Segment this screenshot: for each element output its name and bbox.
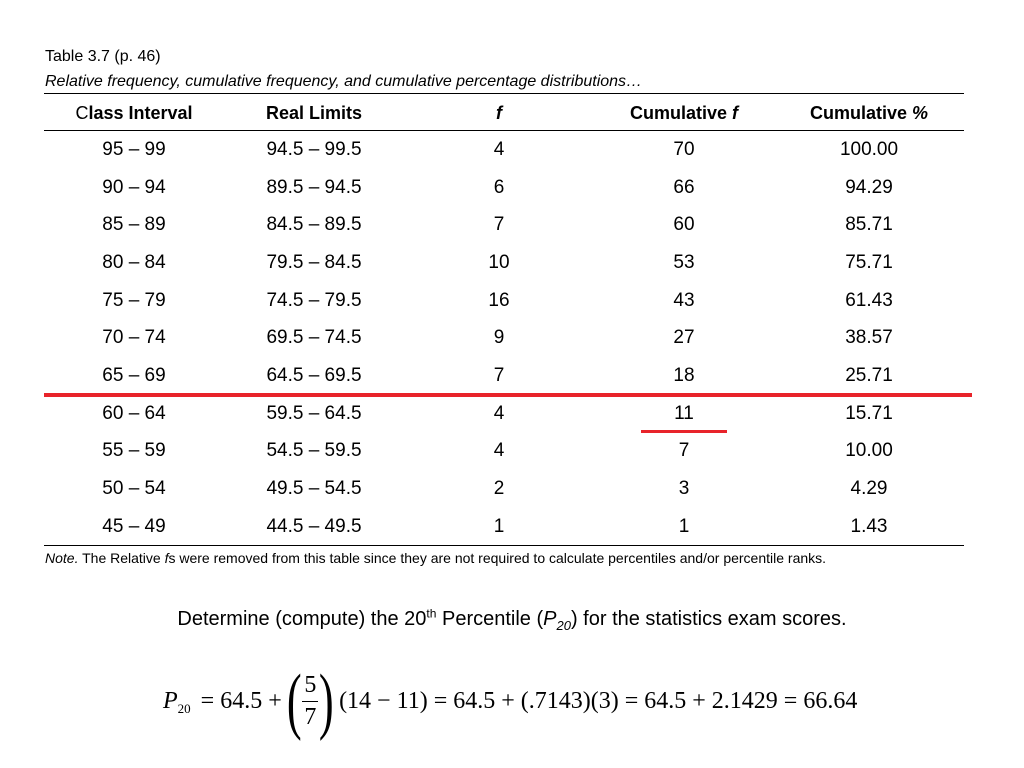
table-row xyxy=(44,319,964,357)
cell-frequency: 4 xyxy=(493,138,505,160)
cell-cumulative-f: 27 xyxy=(673,327,695,349)
cell-class-interval: 60 – 64 xyxy=(102,402,166,424)
cell-class-interval: 75 – 79 xyxy=(102,289,166,311)
table-row xyxy=(44,508,964,546)
table-row xyxy=(44,470,964,508)
cell-class-interval: 70 – 74 xyxy=(102,327,166,349)
header-class-interval: Class Interval xyxy=(75,102,193,123)
cell-frequency: 7 xyxy=(493,364,505,386)
left-paren: ( xyxy=(286,660,302,742)
cell-class-interval: 85 – 89 xyxy=(102,214,166,236)
header-cumulative-percent: Cumulative % xyxy=(809,102,929,123)
cell-frequency: 1 xyxy=(493,515,505,537)
cell-cumulative-f: 66 xyxy=(673,176,695,198)
header-real-limits: Real Limits xyxy=(265,102,363,123)
formula-rhs: (14 − 11) = 64.5 + (.7143)(3) = 64.5 + 2.1429 = 66.64 xyxy=(339,687,858,714)
table-row xyxy=(44,433,964,471)
header-frequency: f xyxy=(496,102,502,123)
cell-cumulative-f: 43 xyxy=(673,289,695,311)
cell-frequency: 4 xyxy=(493,440,505,462)
formula-variable: P xyxy=(163,687,178,714)
cell-real-limits: 84.5 – 89.5 xyxy=(266,214,362,236)
cumulative-f-highlight-underline xyxy=(641,430,727,433)
cell-real-limits: 94.5 – 99.5 xyxy=(266,138,362,160)
table-header-row xyxy=(44,95,964,131)
cell-class-interval: 45 – 49 xyxy=(102,515,166,537)
cell-real-limits: 59.5 – 64.5 xyxy=(266,402,362,424)
formula-fraction xyxy=(302,672,318,731)
cell-cumulative-percent: 4.29 xyxy=(850,478,888,500)
cell-cumulative-percent: 10.00 xyxy=(845,440,893,462)
cell-real-limits: 79.5 – 84.5 xyxy=(266,251,362,273)
cell-real-limits: 74.5 – 79.5 xyxy=(266,289,362,311)
cell-class-interval: 90 – 94 xyxy=(102,176,166,198)
cell-real-limits: 89.5 – 94.5 xyxy=(266,176,362,198)
cell-class-interval: 55 – 59 xyxy=(102,440,166,462)
table-row xyxy=(44,131,964,169)
cell-cumulative-f: 60 xyxy=(673,214,695,236)
cell-cumulative-f: 18 xyxy=(673,364,695,386)
cell-cumulative-percent: 25.71 xyxy=(845,364,893,386)
cell-frequency: 16 xyxy=(488,289,510,311)
table-note xyxy=(45,550,826,566)
formula-lhs: = 64.5 + xyxy=(200,687,282,714)
cell-frequency: 10 xyxy=(488,251,510,273)
cell-real-limits: 49.5 – 54.5 xyxy=(266,478,362,500)
table-row xyxy=(44,395,964,433)
cell-real-limits: 69.5 – 74.5 xyxy=(266,327,362,349)
right-paren: ) xyxy=(319,660,335,742)
cell-cumulative-percent: 15.71 xyxy=(845,402,893,424)
cell-frequency: 4 xyxy=(493,402,505,424)
cell-class-interval: 95 – 99 xyxy=(102,138,166,160)
note-label: Note. xyxy=(45,550,79,566)
table-top-rule xyxy=(44,93,964,94)
cell-cumulative-f: 3 xyxy=(678,478,690,500)
question-prompt: Determine (compute) the 20th Percentile $(P_{20})$ for the statistics exam scores. xyxy=(177,606,847,633)
cell-frequency: 9 xyxy=(493,327,505,349)
cell-real-limits: 44.5 – 49.5 xyxy=(266,515,362,537)
percentile-formula xyxy=(163,660,858,742)
table-row xyxy=(44,169,964,207)
fraction-denominator: 7 xyxy=(304,703,317,730)
note-f-symbol: f xyxy=(164,550,169,566)
cell-real-limits: 54.5 – 59.5 xyxy=(266,440,362,462)
cell-frequency: 7 xyxy=(493,214,505,236)
cell-cumulative-f: 70 xyxy=(673,138,695,160)
cell-cumulative-f: 53 xyxy=(673,251,695,273)
table-row xyxy=(44,244,964,282)
frequency-table xyxy=(44,95,964,546)
cell-cumulative-f: 7 xyxy=(678,440,690,462)
cell-cumulative-f: 1 xyxy=(678,515,690,537)
cell-cumulative-percent: 100.00 xyxy=(839,138,899,160)
cell-class-interval: 65 – 69 xyxy=(102,364,166,386)
cell-cumulative-percent: 94.29 xyxy=(845,176,893,198)
cell-cumulative-percent: 38.57 xyxy=(845,327,893,349)
note-text-pre: The Relative xyxy=(78,550,165,566)
table-row xyxy=(44,206,964,244)
table-title: Relative frequency, cumulative frequency, and cumulative percentage distributions… xyxy=(45,73,643,90)
cell-real-limits: 64.5 – 69.5 xyxy=(266,364,362,386)
table-row xyxy=(44,357,964,395)
cell-frequency: 2 xyxy=(493,478,505,500)
cell-cumulative-percent: 61.43 xyxy=(845,289,893,311)
table-row xyxy=(44,282,964,320)
percentile-boundary-line xyxy=(44,393,972,397)
formula-subscript: 20 xyxy=(177,701,191,716)
cell-cumulative-percent: 75.71 xyxy=(845,251,893,273)
cell-cumulative-f: 11 xyxy=(674,402,694,424)
header-cumulative-f: Cumulative f xyxy=(629,102,739,123)
cell-frequency: 6 xyxy=(493,176,505,198)
cell-class-interval: 50 – 54 xyxy=(102,478,166,500)
cell-cumulative-percent: 1.43 xyxy=(850,515,888,537)
cell-cumulative-percent: 85.71 xyxy=(845,214,893,236)
fraction-numerator: 5 xyxy=(302,672,318,702)
cell-class-interval: 80 – 84 xyxy=(102,251,166,273)
table-number: Table 3.7 (p. 46) xyxy=(45,48,161,65)
note-text-post: s were removed from this table since they are not required to calculate percentiles and/or percentile ranks. xyxy=(168,550,827,566)
